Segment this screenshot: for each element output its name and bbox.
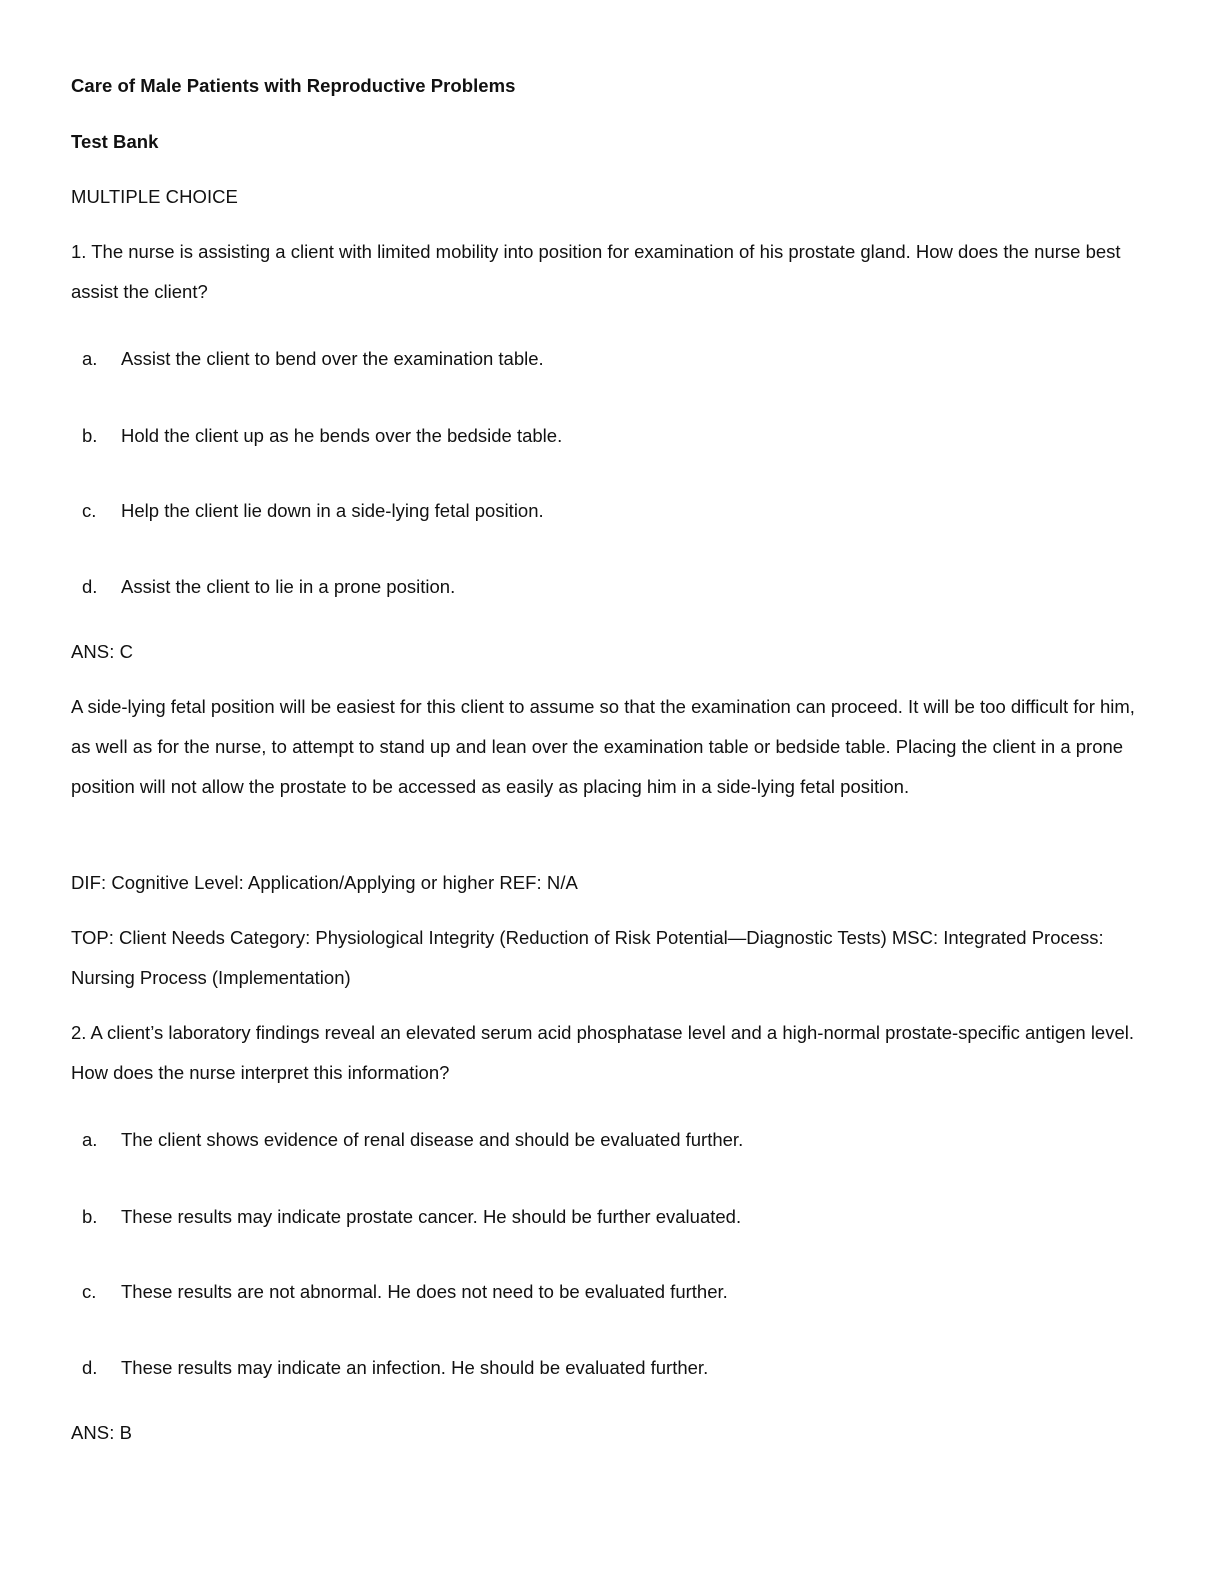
- question-2-option-d: [82, 1357, 708, 1379]
- option-text: These results may indicate prostate cancer. He should be further evaluated.: [121, 1206, 742, 1227]
- question-1-difficulty: DIF: Cognitive Level: Application/Applying or higher REF: N/A: [71, 872, 578, 893]
- document-subtitle: Test Bank: [71, 131, 159, 152]
- question-1-stem: 1. The nurse is assisting a client with limited mobility into position for examination of his prostate gland. How does the nurse best assist the client?: [71, 241, 1121, 302]
- option-text: The client shows evidence of renal disease and should be evaluated further.: [121, 1129, 744, 1150]
- question-2-option-c: [82, 1281, 728, 1303]
- option-letter: b.: [82, 425, 98, 446]
- question-1-rationale: A side-lying fetal position will be easiest for this client to assume so that the examination can proceed. It will be too difficult for him, as well as for the nurse, to attempt to stand up and lean over the examination table or bedside table. Placing the client in a prone position will not allow the prostate to be accessed as easily as placing him in a side-lying fetal position.: [71, 696, 1135, 797]
- document-title: Care of Male Patients with Reproductive Problems: [71, 75, 516, 96]
- option-text: These results are not abnormal. He does not need to be evaluated further.: [121, 1281, 728, 1302]
- question-2-option-a: [82, 1129, 743, 1151]
- question-2-stem: 2. A client’s laboratory findings reveal an elevated serum acid phosphatase level and a high-normal prostate-specific antigen level. How does the nurse interpret this information?: [71, 1022, 1135, 1083]
- option-letter: a.: [82, 1129, 98, 1150]
- question-1-answer: ANS: C: [71, 641, 133, 662]
- option-text: Assist the client to lie in a prone position.: [121, 576, 456, 597]
- option-letter: a.: [82, 348, 98, 369]
- option-text: Help the client lie down in a side-lying fetal position.: [121, 500, 544, 521]
- question-2-option-b: [82, 1206, 741, 1228]
- option-text: These results may indicate an infection. He should be evaluated further.: [121, 1357, 709, 1378]
- option-letter: c.: [82, 500, 97, 521]
- option-text: Hold the client up as he bends over the bedside table.: [121, 425, 563, 446]
- option-text: Assist the client to bend over the examination table.: [121, 348, 544, 369]
- question-2-answer: ANS: B: [71, 1422, 132, 1443]
- option-letter: c.: [82, 1281, 97, 1302]
- option-letter: b.: [82, 1206, 98, 1227]
- question-1-option-a: [82, 348, 544, 370]
- section-heading: MULTIPLE CHOICE: [71, 186, 238, 207]
- option-letter: d.: [82, 576, 98, 597]
- question-1-topic: TOP: Client Needs Category: Physiological Integrity (Reduction of Risk Potential—Diagnostic Tests) MSC: Integrated Process: Nursing Process (Implementation): [71, 927, 1104, 988]
- question-1-option-d: [82, 576, 455, 598]
- option-letter: d.: [82, 1357, 98, 1378]
- question-1-option-c: [82, 500, 544, 522]
- question-1-option-b: [82, 425, 562, 447]
